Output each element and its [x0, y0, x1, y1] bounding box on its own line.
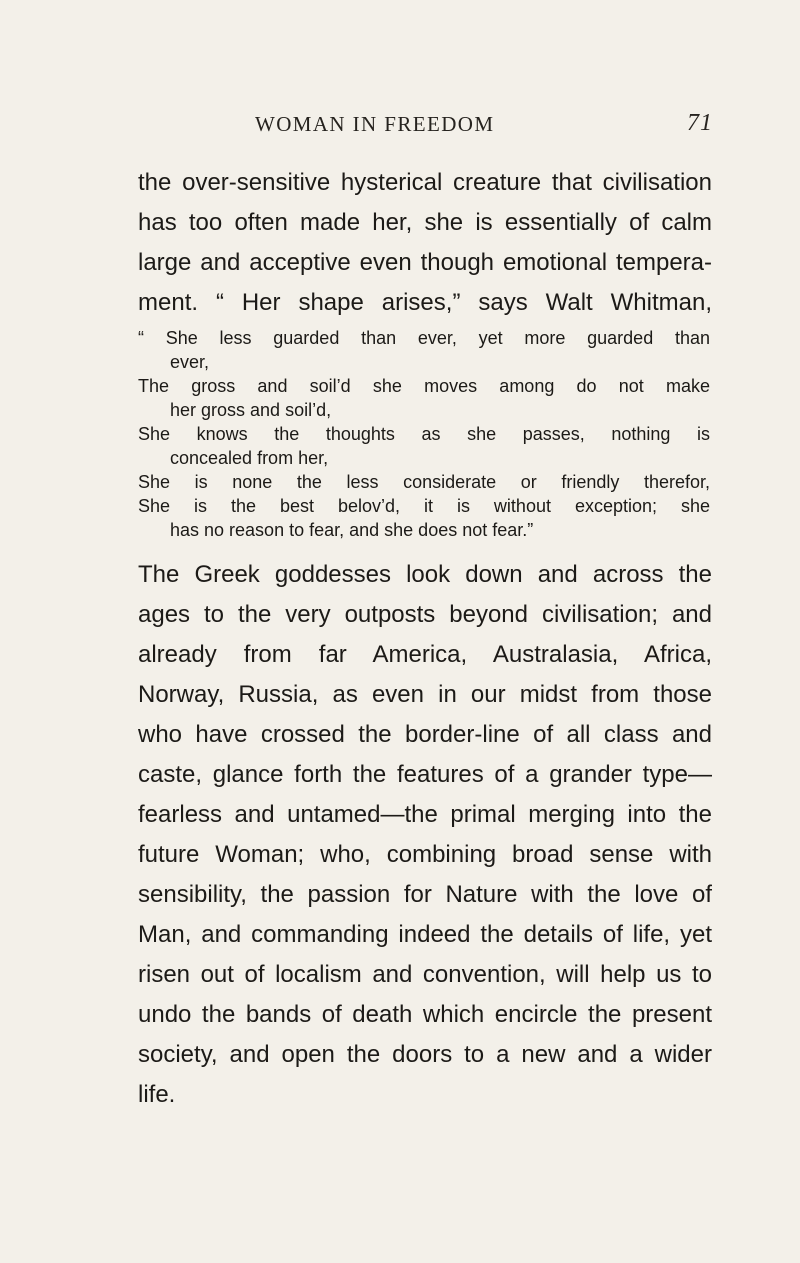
- paragraph-2-line: sensibility, the passion for Nature with the love of: [138, 881, 712, 908]
- quote-line: She is the best belov’d, it is without exception; she: [138, 496, 710, 516]
- paragraph-2-line: The Greek goddesses look down and across the: [138, 561, 712, 588]
- page-header: [255, 112, 713, 142]
- quote-line: The gross and soil’d she moves among do not make: [138, 376, 710, 396]
- paragraph-1-line: large and acceptive even though emotional tempera-: [138, 249, 712, 276]
- quote-line: has no reason to fear, and she does not fear.”: [170, 520, 534, 540]
- paragraph-2-line: risen out of localism and convention, will help us to: [138, 961, 712, 988]
- paragraph-1-line: the over-sensitive hysterical creature that civilisation: [138, 169, 712, 196]
- paragraph-2-line: society, and open the doors to a new and a wider: [138, 1041, 712, 1068]
- paragraph-2-line: Norway, Russia, as even in our midst from those: [138, 681, 712, 708]
- paragraph-2-line: undo the bands of death which encircle the present: [138, 1001, 712, 1028]
- paragraph-2-line: fearless and untamed—the primal merging into the: [138, 801, 712, 828]
- quote-line: her gross and soil’d,: [170, 400, 332, 420]
- paragraph-2-line: Man, and commanding indeed the details of life, yet: [138, 921, 712, 948]
- running-head: WOMAN IN FREEDOM: [255, 112, 495, 136]
- paragraph-2-line: already from far America, Australasia, Africa,: [138, 641, 712, 668]
- quote-line: ever,: [170, 352, 210, 372]
- quote-line: concealed from her,: [170, 448, 329, 468]
- paragraph-2-line: who have crossed the border-line of all class and: [138, 721, 712, 748]
- page-number: 71: [687, 110, 713, 136]
- paragraph-1-line: has too often made her, she is essentially of calm: [138, 209, 712, 236]
- paragraph-2-line: caste, glance forth the features of a grander type—: [138, 761, 712, 788]
- quote-line: “ She less guarded than ever, yet more guarded than: [138, 328, 710, 348]
- paragraph-2-line: future Woman; who, combining broad sense with: [138, 841, 712, 868]
- paragraph-1-line: ment. “ Her shape arises,” says Walt Whitman,: [138, 289, 712, 316]
- quote-line: She knows the thoughts as she passes, nothing is: [138, 424, 710, 444]
- quote-line: She is none the less considerate or friendly therefor,: [138, 472, 710, 492]
- paragraph-2-line: ages to the very outposts beyond civilisation; and: [138, 601, 712, 628]
- paragraph-2-line: life.: [138, 1081, 176, 1108]
